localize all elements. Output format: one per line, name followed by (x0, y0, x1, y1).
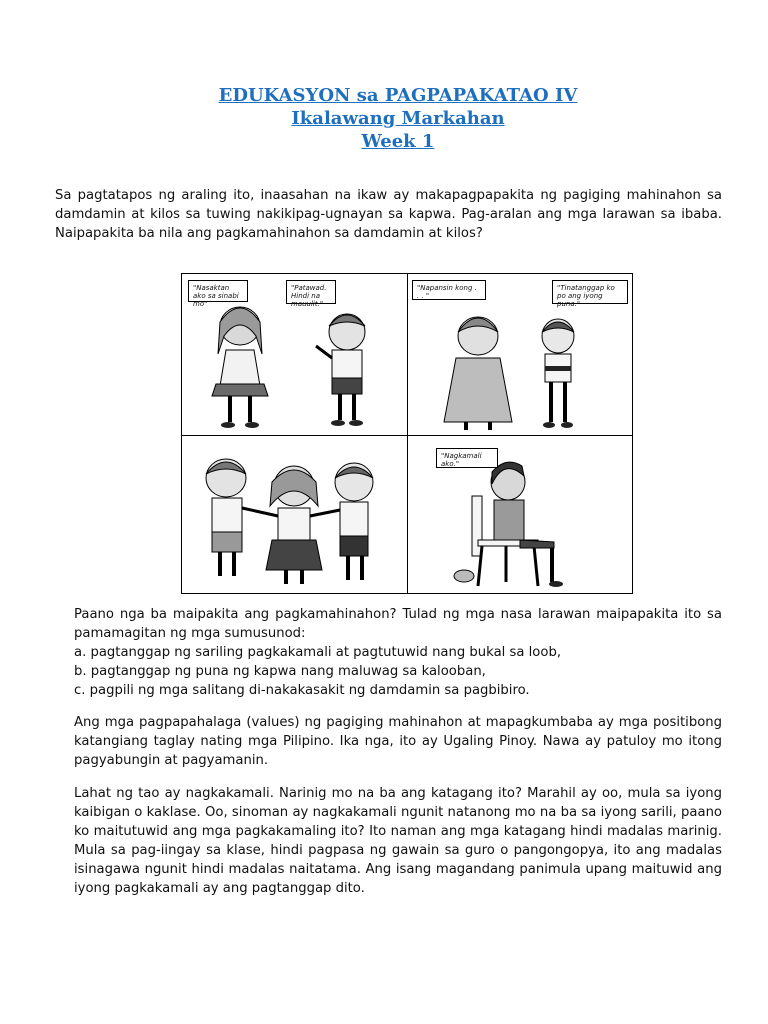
comic-panel-2 (407, 273, 633, 437)
comic-illustration (181, 273, 633, 595)
list-item-b: b. pagtanggap ng puna ng kapwa nang maluwag sa kalooban, (74, 664, 486, 679)
mistakes-paragraph: Lahat ng tao ay nagkakamali. Narinig mo na ba ang katagang ito? Marahil ay oo, mula sa iyong kaibigan o kaklase. Oo, sinoman ay nagkakamali ngunit natanong mo na ba sa iyong sarili, paano ko maitutuwid ang mga pagkakamaling ito? Ito naman ang mga katagang hindi madalas marinig. Mula sa pag-iingay sa klase, hindi pagpasa ng gawain sa guro o pangongopya, ito ang madalas isinagawa ngunit hindi madalas naitatama. Ang isang magandang panimula upang maituwid ang iyong pagkakamali ay ang pagtanggap dito. (74, 786, 722, 896)
speech-bubble-5: "Nagkamali ako." (436, 448, 498, 468)
comic-panel-4 (407, 435, 633, 594)
title-block (0, 84, 768, 153)
speech-bubble-4: "Tinatanggap ko po ang iyong puna." (552, 280, 628, 304)
comic-panel-3 (181, 435, 408, 594)
document-week: Week 1 (361, 131, 435, 152)
speech-bubble-2: "Patawad. Hindi na mauulit." (286, 280, 336, 304)
document-title: EDUKASYON sa PAGPAPAKATAO IV (218, 85, 578, 106)
document-subtitle: Ikalawang Markahan (291, 108, 505, 129)
speech-bubble-3: "Napansin kong . . . " (412, 280, 486, 300)
list-item-c: c. pagpili ng mga salitang di-nakakasakit ng damdamin sa pagbibiro. (74, 683, 530, 698)
speech-bubble-1: "Nasaktan ako sa sinabi mo" (188, 280, 248, 302)
panel-3-drawing (182, 436, 407, 593)
values-paragraph: Ang mga pagpapahalaga (values) ng pagiging mahinahon at mapagkumbaba ay mga positibong katangiang taglay nating mga Pilipino. Ika nga, ito ay Ugaling Pinoy. Nawa ay patuloy mo itong pagyabungin at pagyamanin. (74, 715, 722, 768)
intro-paragraph: Sa pagtatapos ng araling ito, inaasahan na ikaw ay makapagpapakita ng pagiging mahinahon sa damdamin at kilos sa tuwing nakikipag-ugnayan sa kapwa. Pag-aralan ang mga larawan sa ibaba. Naipapakita ba nila ang pagkamahinahon sa damdamin at kilos? (55, 188, 722, 241)
section-how-to-show (74, 605, 722, 700)
list-item-a: a. pagtanggap ng sariling pagkakamali at pagtutuwid nang bukal sa loob, (74, 645, 562, 660)
comic-panel-1 (181, 273, 408, 437)
section-intro-text: Paano nga ba maipakita ang pagkamahinahon? Tulad ng mga nasa larawan maipapakita ito sa pamamagitan ng mga sumusunod: (74, 607, 722, 641)
